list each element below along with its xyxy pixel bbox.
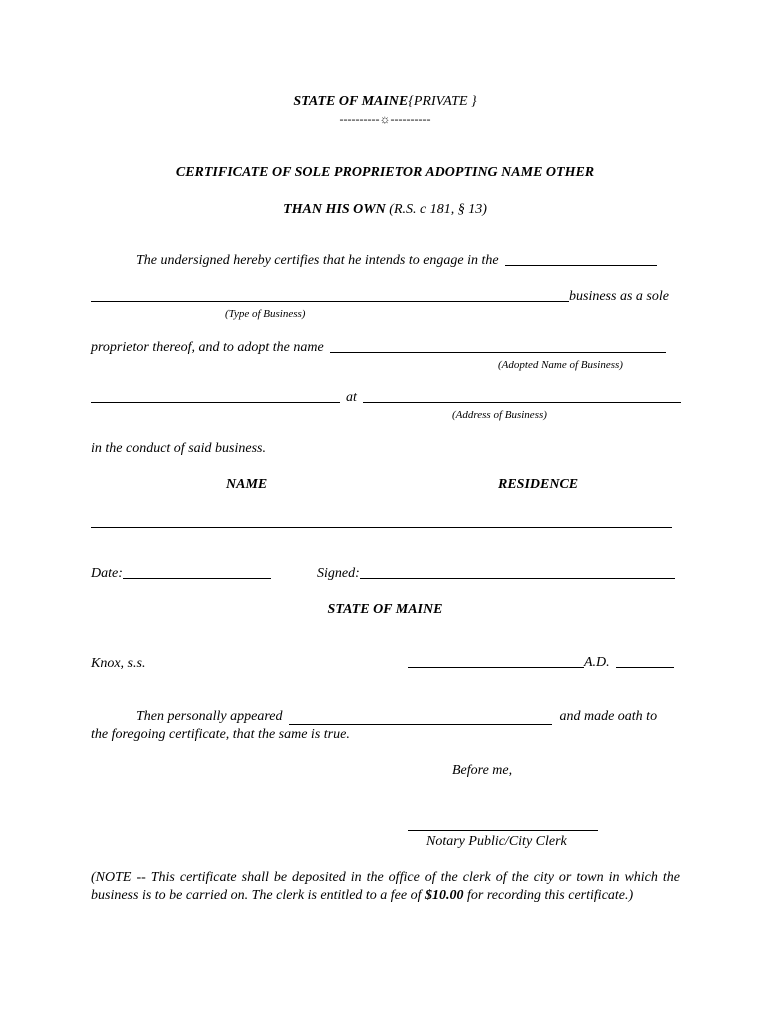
before-me-text: Before me, [452, 763, 513, 778]
signed-label: Signed: [317, 566, 360, 581]
ad-row [408, 655, 674, 671]
date-field[interactable] [123, 578, 271, 579]
date-row [91, 566, 271, 582]
proprietor-text: proprietor thereof, and to adopt the name [91, 340, 324, 355]
signed-row [317, 566, 675, 582]
note-part-1: (NOTE -- This certificate shall be deposited in the office of the clerk of the city or town in which the business is to be carried on. The clerk is entitled to a fee of [91, 870, 680, 903]
header-divider [0, 112, 770, 127]
ad-text: A.D. [584, 655, 610, 670]
proprietor-row [91, 340, 666, 356]
notary-signature-field[interactable] [408, 830, 598, 831]
name-column-header: NAME [226, 477, 268, 492]
county-text: Knox, s.s. [91, 656, 146, 671]
note-fee: $10.00 [425, 888, 464, 903]
appeared-text: Then personally appeared [136, 709, 283, 724]
intro-text: The undersigned hereby certifies that he intends to engage in the [136, 253, 499, 268]
residence-column-header: RESIDENCE [498, 477, 579, 492]
adopted-name-field[interactable] [330, 352, 666, 353]
address-field[interactable] [363, 402, 681, 403]
year-field[interactable] [616, 667, 674, 668]
certificate-title: CERTIFICATE OF SOLE PROPRIETOR ADOPTING NAME OTHER [175, 165, 595, 180]
divider-right: ---------- [390, 112, 431, 126]
address-row [91, 390, 681, 406]
address-caption: (Address of Business) [452, 409, 547, 421]
day-month-field[interactable] [408, 667, 584, 668]
header-private: {PRIVATE } [408, 94, 477, 109]
at-text: at [346, 390, 357, 405]
conduct-text: in the conduct of said business. [91, 441, 266, 456]
divider-left: ---------- [339, 112, 380, 126]
appeared-row [136, 709, 657, 725]
business-suffix-text: business as a sole [569, 289, 669, 304]
header-title [0, 94, 770, 110]
adopted-name-caption: (Adopted Name of Business) [498, 359, 623, 371]
name-continued-field[interactable] [91, 402, 340, 403]
sun-icon: ☼ [379, 112, 391, 126]
note-part-2: for recording this certificate.) [463, 888, 634, 903]
oath-text: and made oath to [559, 709, 658, 724]
intro-row [136, 253, 657, 269]
certificate-subtitle [0, 202, 770, 218]
notary-label: Notary Public/City Clerk [426, 834, 567, 849]
statute-reference: (R.S. c 181, § 13) [389, 202, 487, 217]
name-residence-field[interactable] [91, 527, 672, 528]
subtitle-bold: THAN HIS OWN [283, 202, 386, 217]
type-of-business-caption: (Type of Business) [225, 308, 306, 320]
acknowledgment-state: STATE OF MAINE [327, 602, 443, 617]
header-state: STATE OF MAINE [293, 94, 409, 109]
signature-field[interactable] [360, 578, 675, 579]
footer-note [91, 869, 680, 905]
date-label: Date: [91, 566, 123, 581]
business-field-1[interactable] [505, 265, 657, 266]
oath-continued-text: the foregoing certificate, that the same is true. [91, 727, 350, 742]
appeared-name-field[interactable] [289, 724, 552, 725]
business-row [91, 289, 669, 305]
type-of-business-field[interactable] [91, 301, 569, 302]
